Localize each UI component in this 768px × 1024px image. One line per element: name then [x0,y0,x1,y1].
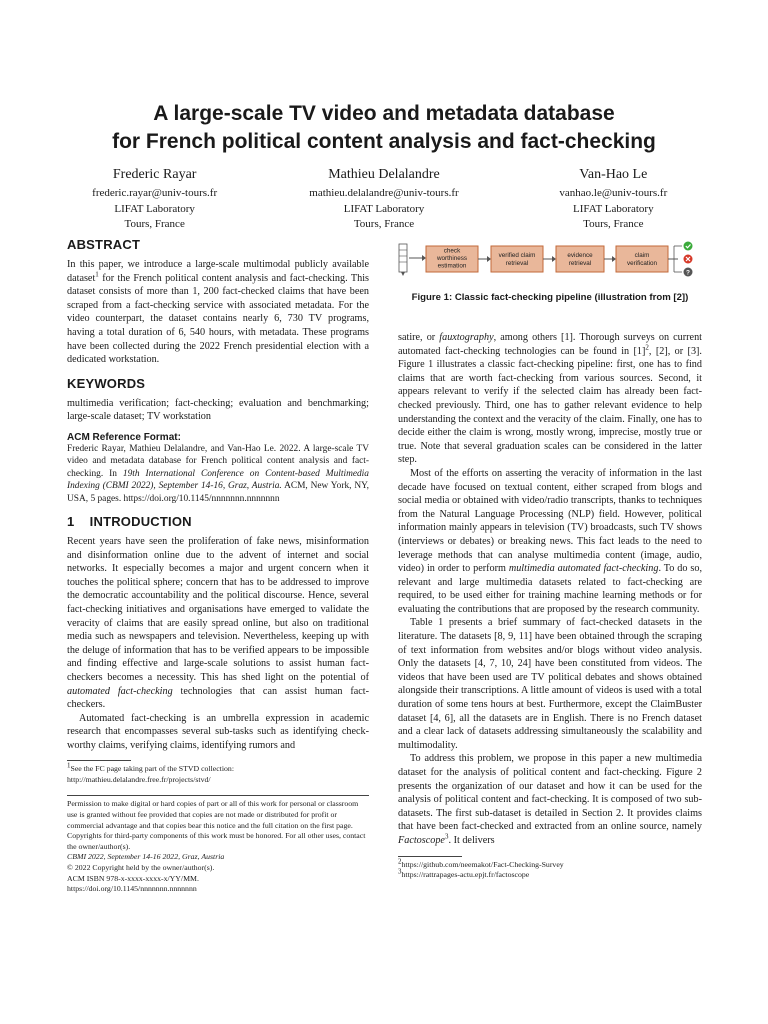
author-location: Tours, France [583,218,644,230]
author-affiliation: LIFAT Laboratory [343,202,425,215]
isbn-line: ACM ISBN 978-x-xxxx-xxxx-x/YY/MM. [67,873,199,883]
box-label: verified claim [498,252,536,259]
author-location: Tours, France [124,218,185,230]
paper-title [60,100,708,156]
author-2 [269,166,498,233]
permission-text: Permission to make digital or hard copies of part or all of this work for personal or classroom use is granted without fee provided that copies are not made or distributed for profit or commercial advantage and that copies bear this notice and the full citation on the first page. Copyrights for third-party components of this work must be honored. For all other uses, contact the owner/author(s). [67,799,366,851]
acm-reference-venue: 19th International Conference on Content-based Multimedia Indexing (CBMI 2022), September 14-16, Graz, Austria. [67,468,369,492]
right-paragraph-1 [398,331,702,467]
pipeline-diagram [398,236,702,282]
title-line-1: A large-scale TV video and metadata database [153,102,615,125]
body-emphasis: multimedia automated fact-checking [508,563,659,575]
box-label: estimation [437,262,467,270]
body-text: Most of the efforts on asserting the veracity of information in the last decade have focused on textual content, either scraped from blogs and social media or obtained with video/radio transcripts, thanks to techniques from the Natural Language Processing (NLP) field. However, political information mainly appears in television (TV) broadcasts, such TV shows (interviews or debates) or breaking news. This fact leads to the need to leverage methods that can analyse multimedia content (image, audio, video) in order to perform [398,467,702,575]
body-text: , among others [1]. Thorough surveys on current automated fact-checking technologies can be found in [1] [398,332,702,357]
abstract-text [67,258,369,367]
doi-line: https://doi.org/10.1145/nnnnnnn.nnnnnnn [67,884,197,894]
conference-line: CBMI 2022, September 14-16 2022, Graz, Austria [67,852,225,862]
footnote-3 [398,867,702,881]
intro-text: Recent years have seen the proliferation of fake news, misinformation and disinformation online due to the advent of internet and social networks. It especially becomes a major and urgent concern when it touches the political sphere; concern that has to be addressed to improve the democratic accountability and the political discourse. Hence, several fact-checking initiatives and organisations have emerged to validate the veracity of claims that are easily spread online, but also on traditional media such as newspapers and television. Nevertheless, keeping up with the deluge of information that has to be verified appears to be impossible and finding effective and large-scale solutions to assist human fact-checkers becomes a necessity. This has shed light on the potential of [67,535,369,683]
box-label: claim [634,252,650,259]
footnote-divider [398,856,462,857]
footnote-divider [67,760,131,761]
footnote-marker: 1 [67,761,71,770]
box-label: check [443,247,461,255]
acm-reference-part: ACM, New York, NY, USA, 5 pages. https://doi.org/10.1145/nnnnnnn.nnnnnnn [67,481,369,504]
acm-reference-text [67,443,369,505]
abstract-text-part: for the French political content analysis and fact-checking. This dataset consists of more than 1, 200 fact-checked claims that have been scraped from a fact-checking service with associated metadata. For the video counterpart, the dataset contains nearly 6, 730 TV programs, having a total duration of 6, 540 hours, with metadata. These programs have been collected during the 2022 French presidential election with a dedicated workstation. [67,272,369,366]
copyright-line: © 2022 Copyright held by the owner/author(s). [67,863,215,873]
author-name: Frederic Rayar [112,167,197,182]
right-paragraph-2 [398,467,702,617]
body-emphasis: fauxtography [439,332,494,343]
author-1 [40,166,269,233]
keywords-text: multimedia verification; fact-checking; evaluation and benchmarking; large-scale dataset; TV workstation [67,397,369,423]
acm-reference-heading: ACM Reference Format: [67,431,181,443]
author-3 [499,166,728,233]
body-text: , [2], or [3]. Figure 1 illustrates a classic fact-checking pipeline: first, one has to find claims that are worth fact-checking from various sources. Second, it appears relevant to verify if the selected claim has already been fact-checked previously. Third, one has to gather relevant evidence to help understanding the context and the veracity of the claim. Finally, one has to decide either the claim is wrong, mostly wrong, imprecise, mostly true or true. Note that several graduation scales can be considered in the latter step. [398,345,702,466]
footnote-text: https://rattrapages-actu.epjt.fr/factoscope [401,870,530,880]
footnote-marker: 3 [398,867,402,876]
intro-paragraph-2: Automated fact-checking is an umbrella expression in academic research that encompasses several sub-tasks such as identifying check-worthy claims, verifying claims, identifying rumors and [67,712,369,751]
right-column [398,236,702,881]
box-label: evidence [567,252,593,259]
figure-1 [398,236,702,282]
box-label: retrieval [505,260,529,267]
body-text: To address this problem, we propose in this paper a new multimedia dataset for the analysis of political content and fact-checking. Figure 2 presents the organization of our dataset and how it can be used for the analysis of political content and fact-checking. It is composed of two sub-datasets. The first sub-dataset is detailed in Section 2. It provides claims that have been fact-checked and extracted from an online source, namely [398,753,702,833]
verified-claim-retrieval-box [491,246,543,272]
keywords-heading: KEYWORDS [67,375,146,391]
evidence-retrieval-box [556,246,604,272]
author-name: Mathieu Delalandre [328,167,440,182]
video-source-icon [399,244,407,276]
claim-verification-box [616,246,668,272]
author-email: mathieu.delalandre@univ-tours.fr [309,187,459,199]
author-email: frederic.rayar@univ-tours.fr [92,187,218,199]
intro-paragraph-1 [67,535,369,712]
right-paragraph-3: Table 1 presents a brief summary of fact-checked datasets in the literature. The datasets [8, 9, 11] have been obtained through the scraping of text information from websites and/or blogs without video analysis. Only the datasets [4, 7, 10, 24] have been constituted from videos. The videos that have been used are TV political debates and shows obtained alongside their transcriptions. A little amount of videos is used with a total duration of some tens hours at best. Furthermore, except the ClaimBuster dataset [4, 6], all the datasets are in English. There is no French dataset and a clear lack of datasets addressing simultaneously the scalability and multimodality. [398,617,702,751]
abstract-heading: ABSTRACT [67,237,141,252]
author-block [40,166,728,233]
author-affiliation: LIFAT Laboratory [573,202,654,215]
acm-reference-part: Frederic Rayar, Mathieu Delalandre, and Van-Hao Le. 2022. A large-scale TV video and metadata database for French political content analysis and fact-checking. In [67,443,369,479]
intro-emphasis: automated fact-checking [67,685,173,697]
box-label: worthiness [436,255,468,262]
author-affiliation: LIFAT Laboratory [114,202,195,215]
permission-block [67,795,369,894]
title-line-2: for French political content analysis and fact-checking [112,130,656,153]
figure-1-caption: Figure 1: Classic fact-checking pipeline (illustration from [2]) [411,292,689,303]
author-name: Van-Hao Le [579,167,648,182]
footnote-marker: 1 [95,270,99,279]
right-paragraph-4 [398,752,702,847]
abstract-text-part: In this paper, we introduce a large-scale multimodal publicly available dataset [67,259,369,284]
author-location: Tours, France [353,218,415,230]
body-emphasis: Factoscope [398,834,445,846]
footnote-text: See the FC page taking part of the STVD collection: http://mathieu.delalandre.free.fr/projects/stvd/ [67,764,234,784]
introduction-heading: 1 INTRODUCTION [67,513,192,529]
body-text: satire, or [398,332,440,343]
footnote-2 [398,856,702,871]
left-column [67,236,369,895]
footnote-text: https://github.com/neemakot/Fact-Checking-Survey [401,859,564,869]
footnote-marker: 3 [444,832,449,841]
box-label: verification [626,260,658,267]
unknown-mark: ? [686,269,690,277]
true-verdict-icon [684,242,693,251]
box-label: retrieval [568,260,592,267]
footnote-marker: 2 [398,856,402,865]
intro-text: technologies that can assist human fact-checkers. [67,685,369,711]
body-text: . To do so, relevant and large multimedia datasets related to fact-checking are required, to be used either for training machine learning methods or for evaluating the contributions that are proposed by the research community. [398,563,702,615]
footnote-1 [67,761,369,785]
author-email: vanhao.le@univ-tours.fr [559,187,668,199]
footnote-marker: 2 [645,343,649,352]
body-text: . It delivers [448,834,495,846]
